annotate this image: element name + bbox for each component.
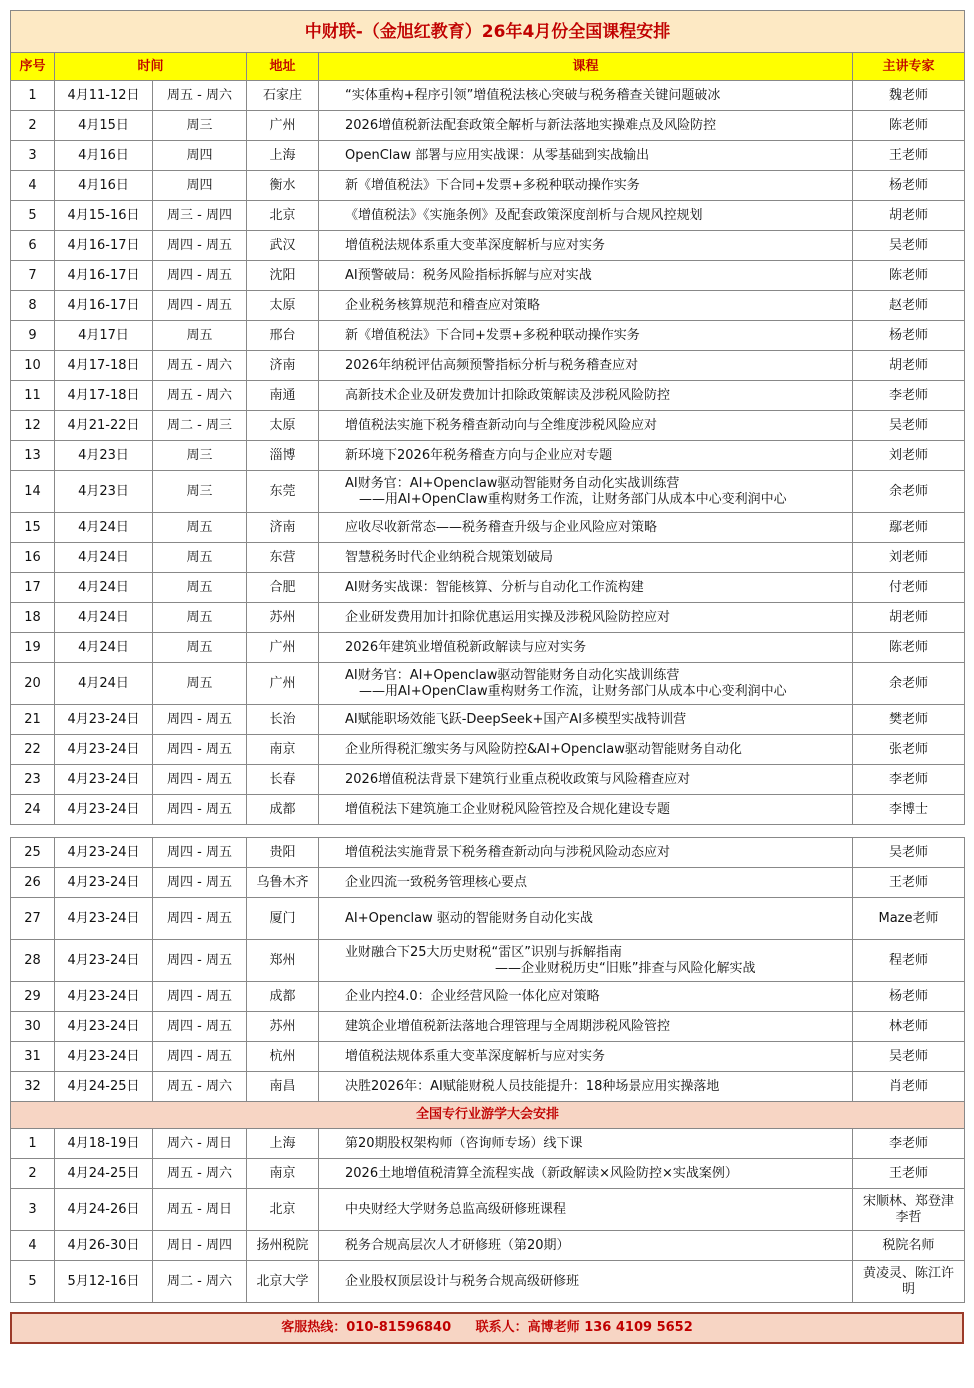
table-row [11,603,965,633]
row-teacher: 宋顺林、郑登津李哲 [853,1189,965,1231]
section-row [11,1102,965,1129]
row-no: 28 [11,940,55,982]
row-no: 19 [11,633,55,663]
table-row [11,982,965,1012]
schedule-table-top [10,10,965,825]
row-weekday: 周三 [153,471,247,513]
row-no: 2 [11,1159,55,1189]
row-no: 26 [11,868,55,898]
table-row [11,868,965,898]
row-course: 决胜2026年：AI赋能财税人员技能提升：18种场景应用实操落地 [319,1072,853,1102]
row-city: 济南 [247,513,319,543]
row-no: 5 [11,1261,55,1303]
row-course: 2026增值税新法配套政策全解析与新法落地实操难点及风险防控 [319,111,853,141]
row-city: 东营 [247,543,319,573]
table-row [11,633,965,663]
table-row [11,201,965,231]
table-row [11,898,965,940]
row-weekday: 周五 - 周六 [153,1159,247,1189]
row-city: 贵阳 [247,838,319,868]
row-course: 2026年建筑业增值税新政解读与应对实务 [319,633,853,663]
row-city: 南京 [247,1159,319,1189]
table-row [11,111,965,141]
row-city: 邢台 [247,321,319,351]
row-course: 企业所得税汇缴实务与风险防控&AI+Openclaw驱动智能财务自动化 [319,735,853,765]
row-teacher: 胡老师 [853,603,965,633]
table-row [11,573,965,603]
row-no: 15 [11,513,55,543]
row-teacher: 胡老师 [853,201,965,231]
row-course-line2: ——用AI+OpenClaw重构财务工作流，让财务部门从成本中心变利润中心 [359,683,787,699]
row-city: 北京大学 [247,1261,319,1303]
row-no: 11 [11,381,55,411]
row-teacher: 杨老师 [853,321,965,351]
table-row [11,1129,965,1159]
row-teacher: 黄凌灵、陈江许明 [853,1261,965,1303]
table-row [11,171,965,201]
table-row [11,291,965,321]
row-course: 建筑企业增值税新法落地合理管理与全周期涉税风险管控 [319,1012,853,1042]
row-teacher: 吴老师 [853,1042,965,1072]
table-gap [10,825,964,837]
page-title: 中财联-（金旭红教育）26年4月份全国课程安排 [11,11,965,53]
table-row [11,1072,965,1102]
row-city: 南通 [247,381,319,411]
row-no: 23 [11,765,55,795]
table-row [11,1042,965,1072]
row-weekday: 周二 - 周三 [153,411,247,441]
row-date: 4月23日 [55,471,153,513]
row-weekday: 周四 [153,171,247,201]
row-teacher: 刘老师 [853,543,965,573]
row-teacher: 肖老师 [853,1072,965,1102]
row-no: 3 [11,141,55,171]
table-row [11,940,965,982]
header-no: 序号 [11,53,55,81]
course-rows-a [11,81,965,825]
row-weekday: 周五 [153,543,247,573]
row-course: 《增值税法》《实施条例》及配套政策深度剖析与合规风控规划 [319,201,853,231]
table-row [11,141,965,171]
row-date: 4月24日 [55,603,153,633]
row-no: 27 [11,898,55,940]
row-course: 企业股权顶层设计与税务合规高级研修班 [319,1261,853,1303]
row-date: 4月16日 [55,171,153,201]
row-city: 武汉 [247,231,319,261]
row-no: 21 [11,705,55,735]
row-city: 合肥 [247,573,319,603]
row-weekday: 周四 - 周五 [153,838,247,868]
header-row [11,53,965,81]
row-no: 8 [11,291,55,321]
row-weekday: 周三 - 周四 [153,201,247,231]
row-course: 增值税法实施下税务稽查新动向与全维度涉税风险应对 [319,411,853,441]
course-rows-c [11,1129,965,1303]
row-course [319,940,853,982]
header-course: 课程 [319,53,853,81]
row-weekday: 周五 [153,663,247,705]
row-course: AI预警破局：税务风险指标拆解与应对实战 [319,261,853,291]
row-no: 25 [11,838,55,868]
row-teacher: 鄢老师 [853,513,965,543]
row-course: 智慧税务时代企业纳税合规策划破局 [319,543,853,573]
row-weekday: 周四 [153,141,247,171]
row-date: 4月23-24日 [55,1012,153,1042]
row-date: 4月15日 [55,111,153,141]
row-city: 成都 [247,982,319,1012]
row-course: 企业研发费用加计扣除优惠运用实操及涉税风险防控应对 [319,603,853,633]
row-city: 太原 [247,291,319,321]
row-no: 7 [11,261,55,291]
row-course: 企业税务核算规范和稽查应对策略 [319,291,853,321]
row-date: 4月23-24日 [55,735,153,765]
row-city: 苏州 [247,603,319,633]
row-city: 太原 [247,411,319,441]
row-no: 20 [11,663,55,705]
row-course: 增值税法下建筑施工企业财税风险管控及合规化建设专题 [319,795,853,825]
row-course: 新《增值税法》下合同+发票+多税种联动操作实务 [319,321,853,351]
row-city: 广州 [247,663,319,705]
row-weekday: 周二 - 周六 [153,1261,247,1303]
row-city: 北京 [247,1189,319,1231]
row-teacher: 余老师 [853,471,965,513]
row-course-line2: ——企业财税历史“旧账”排查与风险化解实战 [495,960,756,976]
row-teacher: 李老师 [853,381,965,411]
row-course: 2026土地增值税清算全流程实战（新政解读×风险防控×实战案例） [319,1159,853,1189]
row-course [319,663,853,705]
row-weekday: 周五 [153,603,247,633]
row-weekday: 周三 [153,111,247,141]
row-date: 4月15-16日 [55,201,153,231]
schedule-table-bottom [10,837,965,1303]
row-course: 高新技术企业及研发费加计扣除政策解读及涉税风险防控 [319,381,853,411]
row-date: 4月16-17日 [55,231,153,261]
table-row [11,663,965,705]
row-teacher: 陈老师 [853,633,965,663]
row-city: 南京 [247,735,319,765]
table-row [11,441,965,471]
footer-hotline: 客服热线：010-81596840 [281,1320,452,1335]
row-weekday: 周五 [153,321,247,351]
row-course-line1: AI财务官：AI+Openclaw驱动智能财务自动化实战训练营 [345,475,680,491]
row-date: 4月23-24日 [55,838,153,868]
row-date: 4月24日 [55,633,153,663]
table-row [11,261,965,291]
row-date: 4月16-17日 [55,291,153,321]
row-weekday: 周四 - 周五 [153,231,247,261]
row-teacher: 杨老师 [853,982,965,1012]
row-city: 厦门 [247,898,319,940]
row-course: 新《增值税法》下合同+发票+多税种联动操作实务 [319,171,853,201]
row-weekday: 周五 - 周六 [153,1072,247,1102]
row-no: 29 [11,982,55,1012]
row-no: 10 [11,351,55,381]
row-course: 应收尽收新常态——税务稽查升级与企业风险应对策略 [319,513,853,543]
row-weekday: 周四 - 周五 [153,705,247,735]
row-no: 17 [11,573,55,603]
row-no: 16 [11,543,55,573]
row-city: 长春 [247,765,319,795]
row-city: 沈阳 [247,261,319,291]
row-course: 税务合规高层次人才研修班（第20期） [319,1231,853,1261]
row-teacher: 李老师 [853,765,965,795]
row-date: 4月23-24日 [55,795,153,825]
table-row [11,81,965,111]
row-weekday: 周五 [153,513,247,543]
row-teacher: 杨老师 [853,171,965,201]
row-no: 5 [11,201,55,231]
table-row [11,735,965,765]
row-city: 苏州 [247,1012,319,1042]
row-teacher: 王老师 [853,868,965,898]
row-teacher: 刘老师 [853,441,965,471]
row-weekday: 周六 - 周日 [153,1129,247,1159]
row-date: 4月18-19日 [55,1129,153,1159]
row-no: 18 [11,603,55,633]
header-expert: 主讲专家 [853,53,965,81]
row-city: 上海 [247,1129,319,1159]
row-date: 4月16-17日 [55,261,153,291]
row-teacher: 税院名师 [853,1231,965,1261]
row-weekday: 周四 - 周五 [153,291,247,321]
row-teacher: 付老师 [853,573,965,603]
header-place: 地址 [247,53,319,81]
row-teacher: 赵老师 [853,291,965,321]
row-date: 4月21-22日 [55,411,153,441]
table-row [11,1261,965,1303]
row-date: 4月17日 [55,321,153,351]
row-date: 4月24-26日 [55,1189,153,1231]
row-weekday: 周四 - 周五 [153,1042,247,1072]
row-date: 4月23-24日 [55,868,153,898]
row-course: AI财务实战课：智能核算、分析与自动化工作流构建 [319,573,853,603]
row-no: 3 [11,1189,55,1231]
row-course-line2: ——用AI+OpenClaw重构财务工作流，让财务部门从成本中心变利润中心 [359,491,787,507]
row-teacher: Maze老师 [853,898,965,940]
row-course: “实体重构+程序引领”增值税法核心突破与税务稽查关键问题破冰 [319,81,853,111]
row-weekday: 周四 - 周五 [153,868,247,898]
table-row [11,838,965,868]
row-weekday: 周四 - 周五 [153,795,247,825]
row-no: 14 [11,471,55,513]
row-no: 24 [11,795,55,825]
row-course: AI+Openclaw 驱动的智能财务自动化实战 [319,898,853,940]
row-weekday: 周五 - 周六 [153,351,247,381]
row-course-line1: AI财务官：AI+Openclaw驱动智能财务自动化实战训练营 [345,667,680,683]
row-teacher: 魏老师 [853,81,965,111]
row-city: 南昌 [247,1072,319,1102]
table-row [11,231,965,261]
row-teacher: 陈老师 [853,111,965,141]
row-weekday: 周五 [153,573,247,603]
row-no: 2 [11,111,55,141]
row-date: 4月24日 [55,573,153,603]
row-no: 12 [11,411,55,441]
row-date: 4月17-18日 [55,351,153,381]
row-city: 淄博 [247,441,319,471]
row-teacher: 陈老师 [853,261,965,291]
row-no: 1 [11,1129,55,1159]
row-no: 1 [11,81,55,111]
row-date: 4月24日 [55,513,153,543]
row-course: OpenClaw 部署与应用实战课：从零基础到实战输出 [319,141,853,171]
table-row [11,765,965,795]
table-row [11,1159,965,1189]
table-row [11,1231,965,1261]
row-city: 扬州税院 [247,1231,319,1261]
row-date: 4月23-24日 [55,765,153,795]
table-row [11,471,965,513]
row-date: 4月16日 [55,141,153,171]
row-date: 4月23-24日 [55,705,153,735]
row-date: 4月24日 [55,663,153,705]
row-teacher: 樊老师 [853,705,965,735]
row-weekday: 周四 - 周五 [153,765,247,795]
row-teacher: 李博士 [853,795,965,825]
row-city: 杭州 [247,1042,319,1072]
row-weekday: 周三 [153,441,247,471]
row-date: 4月23日 [55,441,153,471]
row-city: 济南 [247,351,319,381]
row-weekday: 周日 - 周四 [153,1231,247,1261]
row-no: 9 [11,321,55,351]
row-teacher: 张老师 [853,735,965,765]
row-date: 4月24日 [55,543,153,573]
table-row [11,513,965,543]
row-no: 13 [11,441,55,471]
row-teacher: 吴老师 [853,231,965,261]
table-row [11,795,965,825]
title-row [11,11,965,53]
row-no: 4 [11,171,55,201]
row-weekday: 周四 - 周五 [153,898,247,940]
section-title: 全国专行业游学大会安排 [11,1102,965,1129]
row-city: 衡水 [247,171,319,201]
row-date: 4月23-24日 [55,982,153,1012]
row-weekday: 周四 - 周五 [153,940,247,982]
table-row [11,381,965,411]
table-row [11,351,965,381]
row-no: 30 [11,1012,55,1042]
footer-contact-person: 联系人：高博老师 136 4109 5652 [475,1320,693,1335]
row-date: 4月24-25日 [55,1159,153,1189]
row-weekday: 周四 - 周五 [153,735,247,765]
row-course: AI赋能职场效能飞跃-DeepSeek+国产AI多模型实战特训营 [319,705,853,735]
schedule-sheet [10,10,964,1344]
row-course: 企业内控4.0：企业经营风险一体化应对策略 [319,982,853,1012]
row-teacher: 吴老师 [853,411,965,441]
row-teacher: 李老师 [853,1129,965,1159]
row-no: 22 [11,735,55,765]
row-course: 第20期股权架构师（咨询师专场）线下课 [319,1129,853,1159]
table-row [11,411,965,441]
table-row [11,1012,965,1042]
row-course-line1: 业财融合下25大历史财税“雷区”识别与拆解指南 [345,944,623,960]
footer-contact [10,1312,964,1344]
row-weekday: 周五 - 周日 [153,1189,247,1231]
course-rows-b [11,838,965,1102]
table-row [11,705,965,735]
row-city: 成都 [247,795,319,825]
row-city: 乌鲁木齐 [247,868,319,898]
row-course: 增值税法规体系重大变革深度解析与应对实务 [319,1042,853,1072]
row-date: 4月23-24日 [55,1042,153,1072]
row-city: 北京 [247,201,319,231]
row-date: 4月17-18日 [55,381,153,411]
row-city: 广州 [247,633,319,663]
row-weekday: 周四 - 周五 [153,261,247,291]
row-teacher: 吴老师 [853,838,965,868]
row-date: 4月24-25日 [55,1072,153,1102]
row-teacher: 余老师 [853,663,965,705]
row-teacher: 林老师 [853,1012,965,1042]
row-teacher: 王老师 [853,141,965,171]
row-course: 2026增值税法背景下建筑行业重点税收政策与风险稽查应对 [319,765,853,795]
row-city: 郑州 [247,940,319,982]
row-city: 东莞 [247,471,319,513]
row-date: 4月23-24日 [55,898,153,940]
row-course: 增值税法实施背景下税务稽查新动向与涉税风险动态应对 [319,838,853,868]
row-no: 32 [11,1072,55,1102]
row-city: 广州 [247,111,319,141]
row-weekday: 周五 - 周六 [153,81,247,111]
row-weekday: 周四 - 周五 [153,982,247,1012]
row-course: 中央财经大学财务总监高级研修班课程 [319,1189,853,1231]
row-city: 上海 [247,141,319,171]
table-row [11,1189,965,1231]
row-date: 4月11-12日 [55,81,153,111]
row-teacher: 王老师 [853,1159,965,1189]
row-city: 长治 [247,705,319,735]
row-course: 增值税法规体系重大变革深度解析与应对实务 [319,231,853,261]
row-teacher: 胡老师 [853,351,965,381]
row-teacher: 程老师 [853,940,965,982]
row-course [319,471,853,513]
row-weekday: 周五 - 周六 [153,381,247,411]
table-row [11,543,965,573]
row-no: 4 [11,1231,55,1261]
row-no: 6 [11,231,55,261]
row-no: 31 [11,1042,55,1072]
row-course: 2026年纳税评估高频预警指标分析与税务稽查应对 [319,351,853,381]
row-date: 4月26-30日 [55,1231,153,1261]
row-date: 4月23-24日 [55,940,153,982]
table-row [11,321,965,351]
row-weekday: 周四 - 周五 [153,1012,247,1042]
row-course: 新环境下2026年税务稽查方向与企业应对专题 [319,441,853,471]
header-time: 时间 [55,53,247,81]
row-date: 5月12-16日 [55,1261,153,1303]
row-course: 企业四流一致税务管理核心要点 [319,868,853,898]
row-city: 石家庄 [247,81,319,111]
row-weekday: 周五 [153,633,247,663]
